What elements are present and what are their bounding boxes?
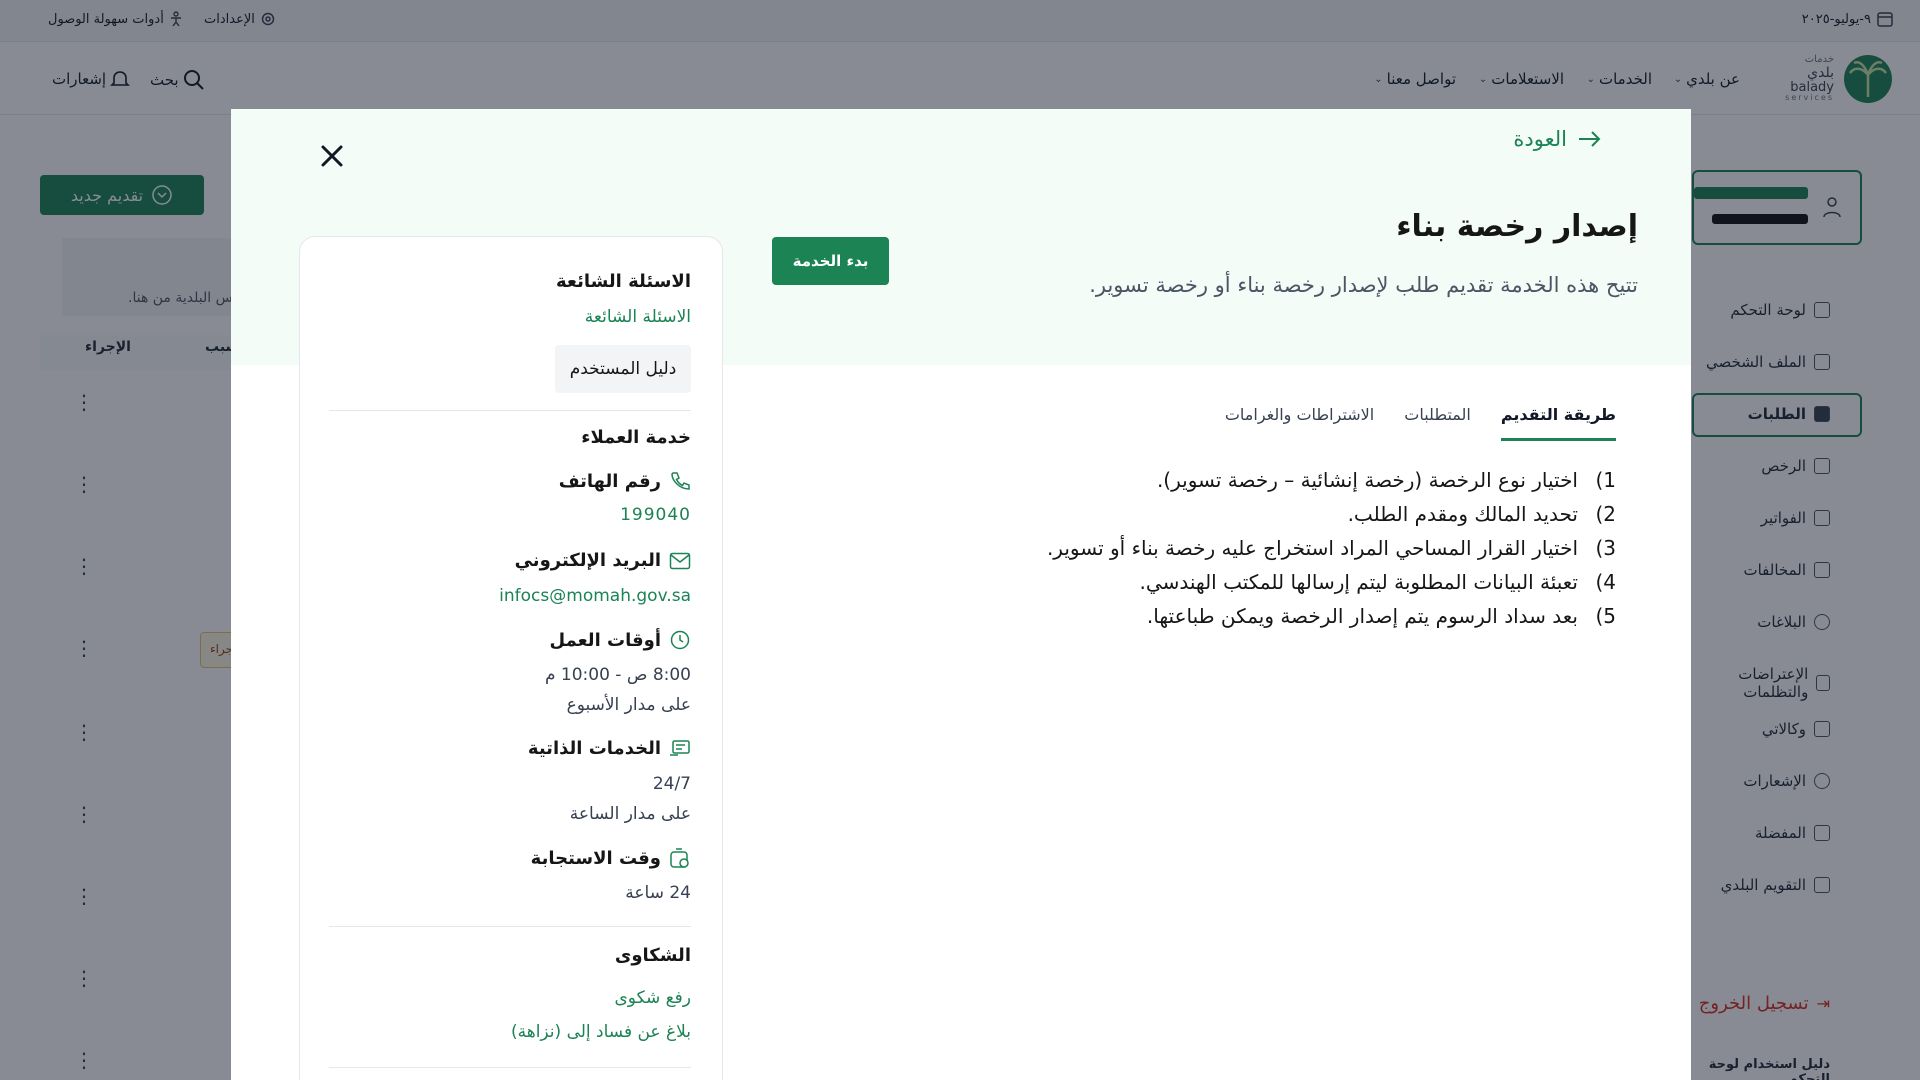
clock-icon: [669, 629, 691, 651]
user-guide-button[interactable]: دليل المستخدم: [555, 345, 691, 393]
complaints-heading: الشكاوى: [614, 945, 691, 966]
hours-note: على مدار الأسبوع: [566, 695, 691, 715]
step-number: 2): [1595, 502, 1616, 526]
report-corruption-link[interactable]: بلاغ عن فساد إلى (نزاهة): [510, 1022, 691, 1042]
email-label: البريد الإلكتروني: [514, 550, 661, 571]
phone-icon: [669, 470, 691, 492]
info-card: [299, 236, 723, 1080]
step-item: [836, 536, 1616, 560]
step-item: [836, 468, 1616, 492]
faq-heading: الاسئلة الشائعة: [556, 271, 691, 292]
hours-label: أوقات العمل: [549, 629, 661, 651]
service-description: تتيح هذه الخدمة تقديم طلب لإصدار رخصة بناء أو رخصة تسوير.: [1089, 273, 1638, 297]
self-service-row: [528, 738, 691, 759]
arrow-right-icon: [1577, 130, 1601, 148]
hours-row: [550, 629, 691, 651]
step-number: 1): [1595, 468, 1616, 492]
self-service-label: الخدمات الذاتية: [527, 738, 661, 759]
stopwatch-icon: [669, 847, 691, 869]
close-icon: [320, 144, 344, 168]
step-text: اختيار القرار المساحي المراد استخراج عليه رخصة بناء أو تسوير.: [1046, 536, 1578, 560]
self-service-note: على مدار الساعة: [569, 804, 691, 824]
step-text: تحديد المالك ومقدم الطلب.: [1347, 502, 1578, 526]
step-text: اختيار نوع الرخصة (رخصة إنشائية – رخصة تسوير).: [1156, 468, 1578, 492]
step-number: 5): [1595, 604, 1616, 628]
service-title: إصدار رخصة بناء: [1396, 209, 1638, 244]
email-link[interactable]: infocs@momah.gov.sa: [499, 586, 691, 606]
step-number: 3): [1595, 536, 1616, 560]
service-details-modal: [231, 109, 1691, 1080]
tab-requirements[interactable]: المتطلبات: [1404, 405, 1471, 424]
step-item: [836, 570, 1616, 594]
faq-link[interactable]: الاسئلة الشائعة: [584, 307, 691, 327]
step-text: تعبئة البيانات المطلوبة ليتم إرسالها للمكتب الهندسي.: [1139, 570, 1578, 594]
service-tabs: [1225, 405, 1616, 441]
self-service-value: 24/7: [652, 774, 691, 794]
back-label: العودة: [1513, 127, 1567, 151]
tab-how-to-apply[interactable]: طريقة التقديم: [1501, 405, 1616, 441]
response-time-row: [531, 847, 691, 869]
email-row: [515, 550, 691, 571]
phone-label: رقم الهاتف: [558, 470, 661, 492]
back-link[interactable]: [1513, 127, 1601, 151]
hours-value: 8:00 ص - 10:00 م: [544, 665, 691, 685]
response-time-value: 24 ساعة: [625, 883, 691, 903]
step-item: [836, 502, 1616, 526]
divider: [329, 926, 691, 927]
steps-list: [836, 468, 1616, 638]
file-complaint-link[interactable]: رفع شكوى: [614, 988, 691, 1008]
step-item: [836, 604, 1616, 628]
self-service-icon: [669, 739, 691, 759]
phone-row: [559, 470, 691, 492]
divider: [329, 1067, 691, 1068]
mail-icon: [669, 552, 691, 570]
response-time-label: وقت الاستجابة: [530, 847, 661, 869]
step-number: 4): [1595, 570, 1616, 594]
step-text: بعد سداد الرسوم يتم إصدار الرخصة ويمكن طباعتها.: [1146, 604, 1578, 628]
start-service-button[interactable]: بدء الخدمة: [772, 237, 889, 285]
customer-service-heading: خدمة العملاء: [581, 427, 691, 448]
phone-number-link[interactable]: 199040: [620, 505, 691, 525]
close-button[interactable]: [315, 139, 349, 173]
divider: [329, 410, 691, 411]
tab-conditions-fines[interactable]: الاشتراطات والغرامات: [1224, 405, 1375, 424]
